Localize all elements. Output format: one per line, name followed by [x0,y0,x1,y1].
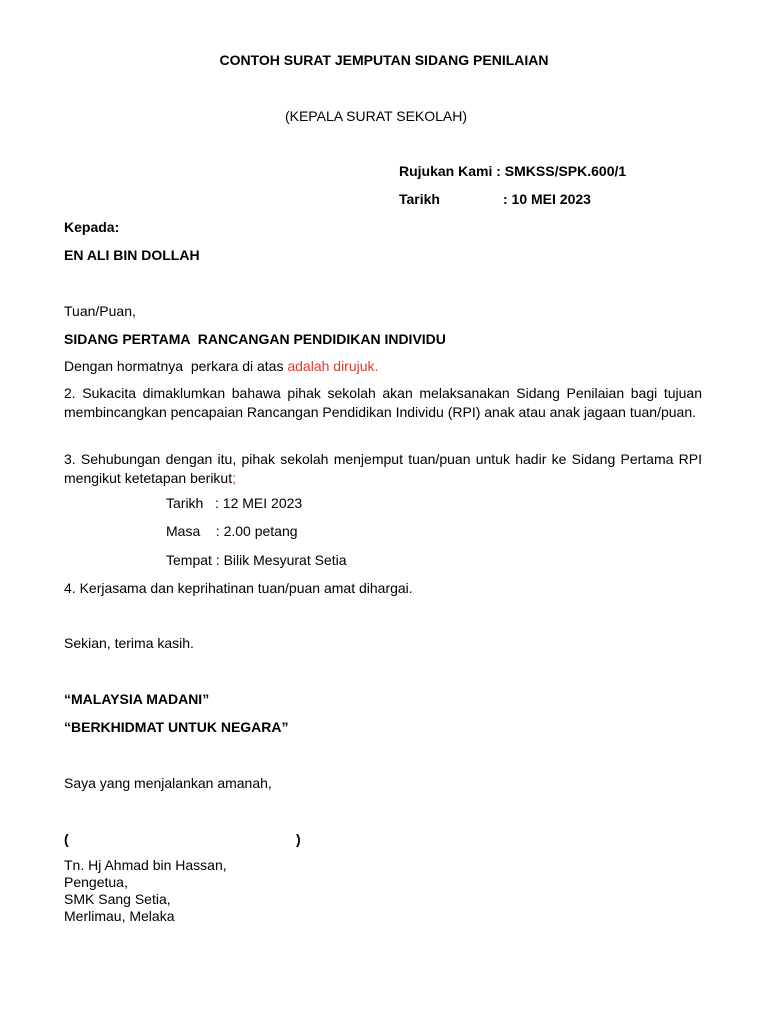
opening-text: Dengan hormatnya perkara di atas [64,358,288,374]
salutation: Tuan/Puan, [64,303,136,319]
reference-line [399,162,626,180]
paragraph-3-text: 3. Sehubungan dengan itu, pihak sekolah menjemput tuan/puan untuk hadir ke Sidang Pertama RPI mengikut ketetapan berikut [64,451,702,486]
signature-bracket-open: ( [64,831,69,847]
reference-value: SMKSS/SPK.600/1 [504,163,627,179]
detail-date: Tarikh : 12 MEI 2023 [166,495,303,511]
date-line [399,190,591,208]
subject-line: SIDANG PERTAMA RANCANGAN PENDIDIKAN INDIVIDU [64,331,446,347]
recipient-name: EN ALI BIN DOLLAH [64,247,200,263]
signature-bracket-close: ) [296,831,301,847]
closing-line: Sekian, terima kasih. [64,635,194,651]
letterhead-placeholder: (KEPALA SURAT SEKOLAH) [284,108,468,124]
signatory-name: Tn. Hj Ahmad bin Hassan, [64,857,227,873]
document-title: CONTOH SURAT JEMPUTAN SIDANG PENILAIAN [219,52,549,68]
paragraph-3 [64,450,702,488]
signoff-line: Saya yang menjalankan amanah, [64,775,272,791]
opening-highlight: adalah dirujuk. [287,358,379,374]
slogan-malaysia-madani: “MALAYSIA MADANI” [64,691,210,707]
recipient-label: Kepada: [64,219,120,235]
paragraph-3-highlight: ; [232,470,236,486]
date-value: : 10 MEI 2023 [503,191,591,207]
opening-line [64,357,378,375]
slogan-berkhidmat: “BERKHIDMAT UNTUK NEGARA” [64,719,289,735]
signatory-position: Pengetua, [64,874,128,890]
detail-time: Masa : 2.00 petang [166,523,298,539]
date-label: Tarikh [399,191,440,207]
signatory-school: SMK Sang Setia, [64,891,171,907]
signatory-location: Merlimau, Melaka [64,908,175,924]
paragraph-4: 4. Kerjasama dan keprihatinan tuan/puan amat dihargai. [64,580,413,596]
paragraph-2: 2. Sukacita dimaklumkan bahawa pihak sekolah akan melaksanakan Sidang Penilaian bagi tujuan membincangkan pencapaian Rancangan Pendidikan Individu (RPI) anak atau anak jagaan tuan/puan. [64,385,702,420]
detail-venue: Tempat : Bilik Mesyurat Setia [166,552,347,568]
reference-label: Rujukan Kami : [399,163,501,179]
